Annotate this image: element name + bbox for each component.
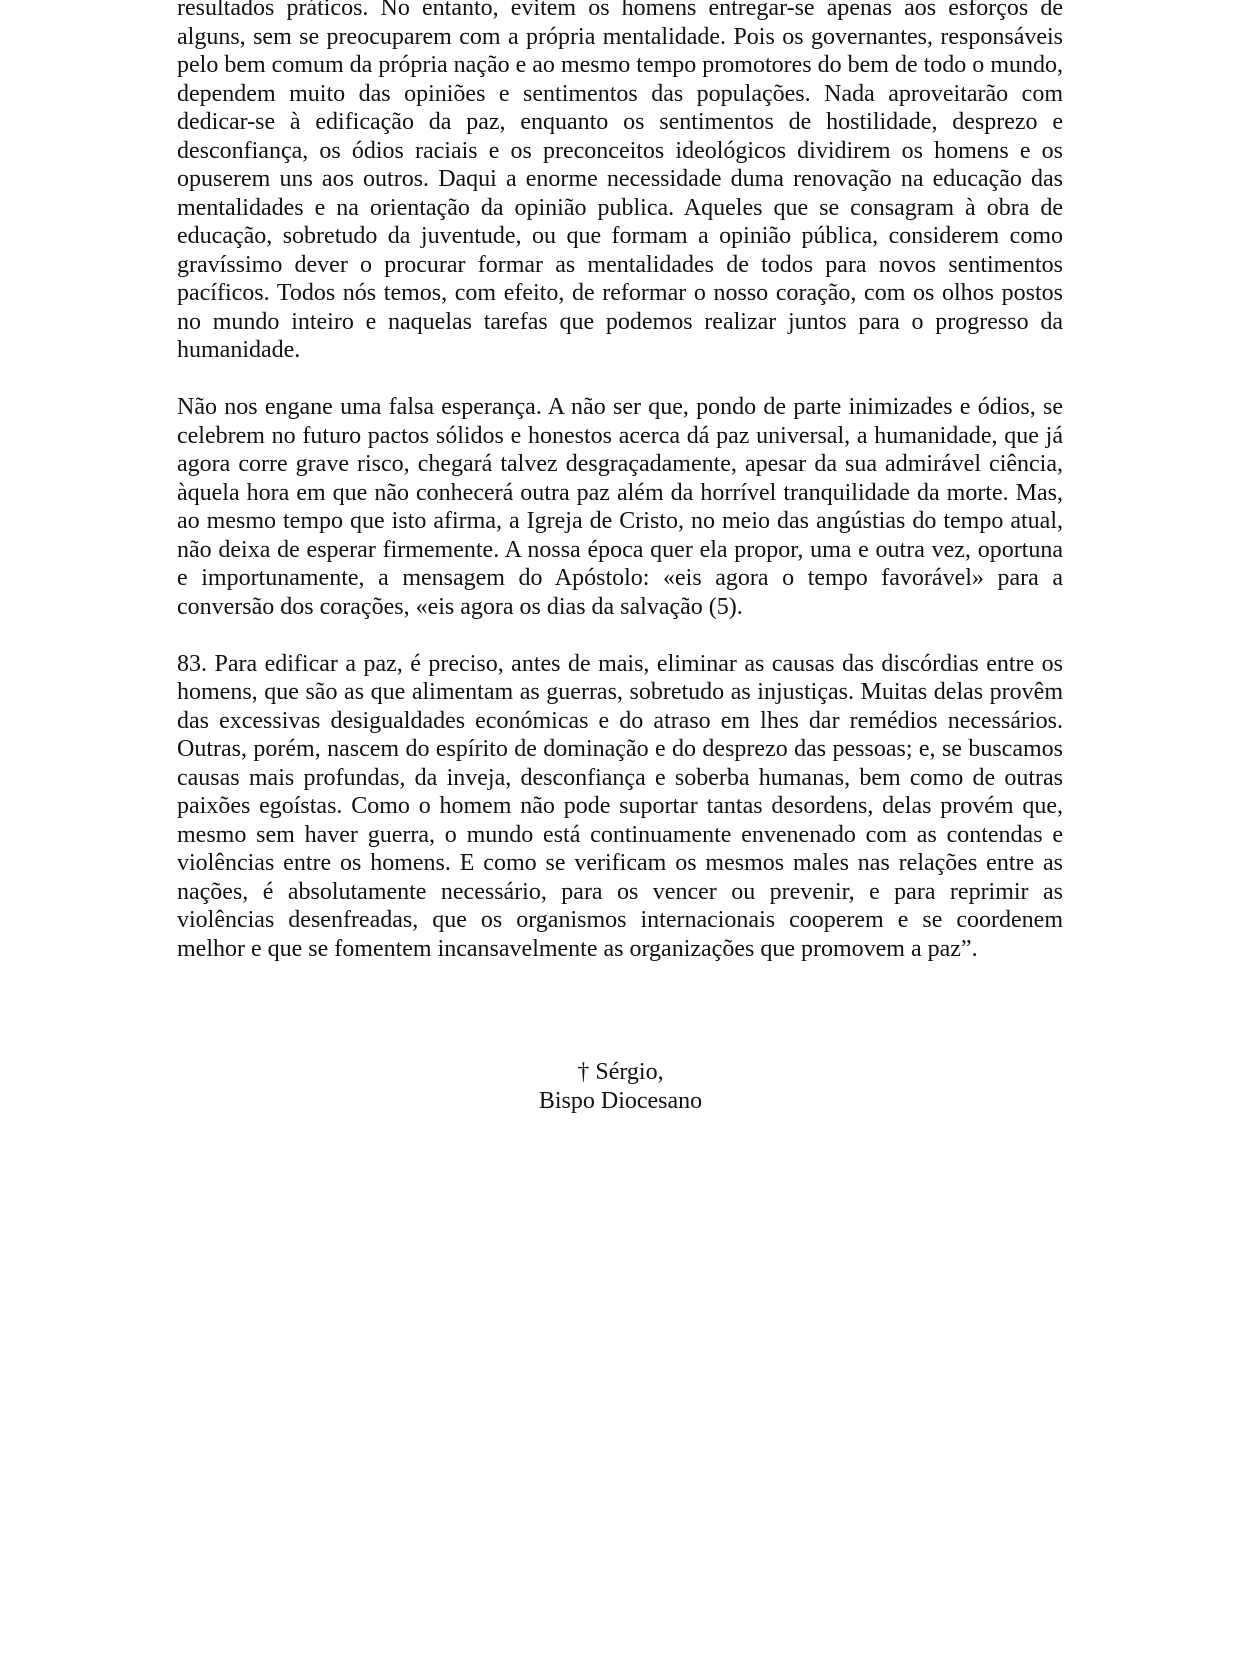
signature-title: Bispo Diocesano (538, 1087, 703, 1114)
paragraph-false-hope: Não nos engane uma falsa esperança. A não ser que, pondo de parte inimizades e ódios, se celebrem no futuro pactos sólidos e honestos acerca dá paz universal, a humanidade, que já agora corre grave risco, chegará talvez desgraçadamente, apesar da sua admirável ciência, àquela hora em que não conhecerá outra paz além da horrível tranquilidade da morte. Mas, ao mesmo tempo que isto afirma, a Igreja de Cristo, no meio das angústias do tempo atual, não deixa de esperar firmemente. A nossa época quer ela propor, uma e outra vez, oportuna e importunamente, a mensagem do Apóstolo: «eis agora o tempo favorável» para a conversão dos corações, «eis agora os dias da salvação (5). (177, 394, 1063, 620)
document-body (177, 0, 1063, 992)
signature-name: † Sérgio, (577, 1059, 664, 1085)
paragraph-continuation: resultados práticos. No entanto, evitem os homens entregar-se apenas aos esforços de alguns, sem se preocuparem com a própria mentalidade. Pois os governantes, responsáveis pelo bem comum da própria nação e ao mesmo tempo promotores do bem de todo o mundo, dependem muito das opiniões e sentimentos das populações. Nada aproveitarão com dedicar-se à edificação da paz, enquanto os sentimentos de hostilidade, desprezo e desconfiança, os ódios raciais e os preconceitos ideológicos dividirem os homens e os opuserem uns aos outros. Daqui a enorme necessidade duma renovação na educação das mentalidades e na orientação da opinião publica. Aqueles que se consagram à obra de educação, sobretudo da juventude, ou que formam a opinião pública, considerem como gravíssimo dever o procurar formar as mentalidades de todos para novos sentimentos pacíficos. Todos nós temos, com efeito, de reformar o nosso coração, com os olhos postos no mundo inteiro e naquelas tarefas que podemos realizar juntos para o progresso da humanidade. (177, 0, 1063, 363)
signature-block (0, 1058, 1241, 1115)
paragraph-83: 83. Para edificar a paz, é preciso, antes de mais, eliminar as causas das discórdias entre os homens, que são as que alimentam as guerras, sobretudo as injustiças. Muitas delas provêm das excessivas desigualdades económicas e do atraso em lhes dar remédios necessários. Outras, porém, nascem do espírito de dominação e do desprezo das pessoas; e, se buscamos causas mais profundas, da inveja, desconfiança e soberba humanas, bem como de outras paixões egoístas. Como o homem não pode suportar tantas desordens, delas provém que, mesmo sem haver guerra, o mundo está continuamente envenenado com as contendas e violências entre os homens. E como se verificam os mesmos males nas relações entre as nações, é absolutamente necessário, para os vencer ou prevenir, e para reprimir as violências desenfreadas, que os organismos internacionais cooperem e se coordenem melhor e que se fomentem incansavelmente as organizações que promovem a paz”. (177, 650, 1063, 962)
